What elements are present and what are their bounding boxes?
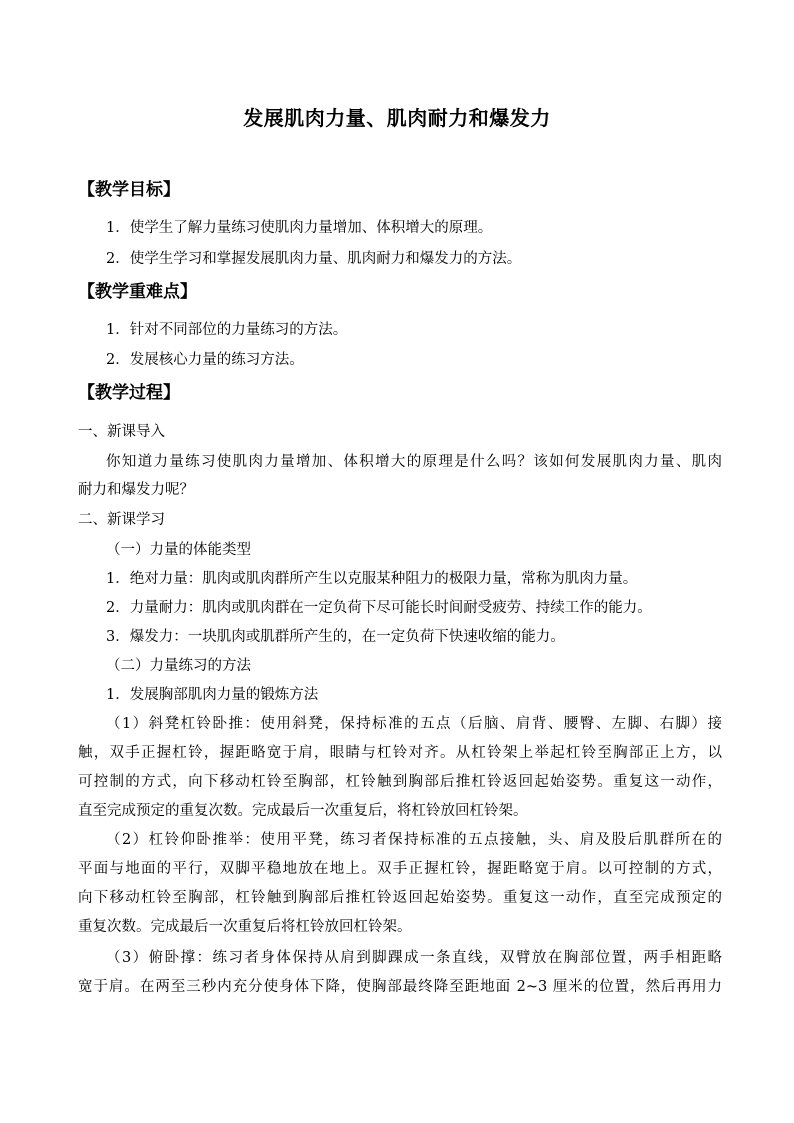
- section-title-intro: 一、新课导入: [78, 424, 165, 440]
- subsection-title: （二）力量练习的方法: [106, 658, 251, 674]
- subsection-title: （一）力量的体能类型: [106, 542, 251, 558]
- heading-objectives: 【教学目标】: [78, 180, 180, 200]
- paragraph-line: 可控制的方式，向下移动杠铃至胸部，杠铃触到胸部后推杠铃返回起始姿势。重复这一动作，: [78, 774, 722, 790]
- document-title: 发展肌肉力量、肌肉耐力和爆发力: [243, 106, 551, 130]
- paragraph-line: （1）斜凳杠铃卧推：使用斜凳，保持标准的五点（后脑、肩背、腰臀、左脚、右脚）接: [106, 716, 722, 732]
- key-point-item: 2．发展核心力量的练习方法。: [106, 352, 304, 368]
- paragraph-line: 直至完成预定的重复次数。完成最后一次重复后，将杠铃放回杠铃架。: [78, 803, 528, 819]
- paragraph-line: 宽于肩。在两至三秒内充分使身体下降，使胸部最终降至距地面 2~3 厘米的位置，然后再用力: [78, 979, 722, 995]
- paragraph-line: （2）杠铃仰卧推举：使用平凳，练习者保持标准的五点接触，头、肩及股后肌群所在的: [106, 832, 722, 848]
- objective-item: 1．使学生了解力量练习使肌肉力量增加、体积增大的原理。: [106, 220, 493, 236]
- method-title: 1．发展胸部肌肉力量的锻炼方法: [106, 687, 319, 703]
- section-title-study: 二、新课学习: [78, 512, 165, 528]
- paragraph-line: 你知道力量练习使肌肉力量增加、体积增大的原理是什么吗？该如何发展肌肉力量、肌肉: [106, 454, 722, 470]
- paragraph-line: 耐力和爆发力呢？: [78, 482, 194, 498]
- list-item: 1．绝对力量：肌肉或肌肉群所产生以克服某种阻力的极限力量，常称为肌肉力量。: [106, 571, 638, 587]
- paragraph-line: 触，双手正握杠铃，握距略宽于肩，眼睛与杠铃对齐。从杠铃架上举起杠铃至胸部正上方，以: [78, 745, 722, 761]
- paragraph-line: 向下移动杠铃至胸部，杠铃触到胸部后推杠铃返回起始姿势。重复这一动作，直至完成预定的: [78, 890, 722, 906]
- paragraph-line: （3）俯卧撑：练习者身体保持从肩到脚踝成一条直线，双臂放在胸部位置，两手相距略: [106, 950, 722, 966]
- key-point-item: 1．针对不同部位的力量练习的方法。: [106, 322, 348, 338]
- paragraph-line: 重复次数。完成最后一次重复后将杠铃放回杠铃架。: [78, 919, 412, 935]
- list-item: 2．力量耐力：肌肉或肌肉群在一定负荷下尽可能长时间耐受疲劳、持续工作的能力。: [106, 600, 652, 616]
- heading-key-points: 【教学重难点】: [78, 282, 197, 302]
- objective-item: 2．使学生学习和掌握发展肌肉力量、肌肉耐力和爆发力的方法。: [106, 251, 522, 267]
- list-item: 3．爆发力：一块肌肉或肌群所产生的，在一定负荷下快速收缩的能力。: [106, 629, 565, 645]
- paragraph-line: 平面与地面的平行，双脚平稳地放在地上。双手正握杠铃，握距略宽于肩。以可控制的方式，: [78, 861, 722, 877]
- heading-process: 【教学过程】: [78, 383, 180, 403]
